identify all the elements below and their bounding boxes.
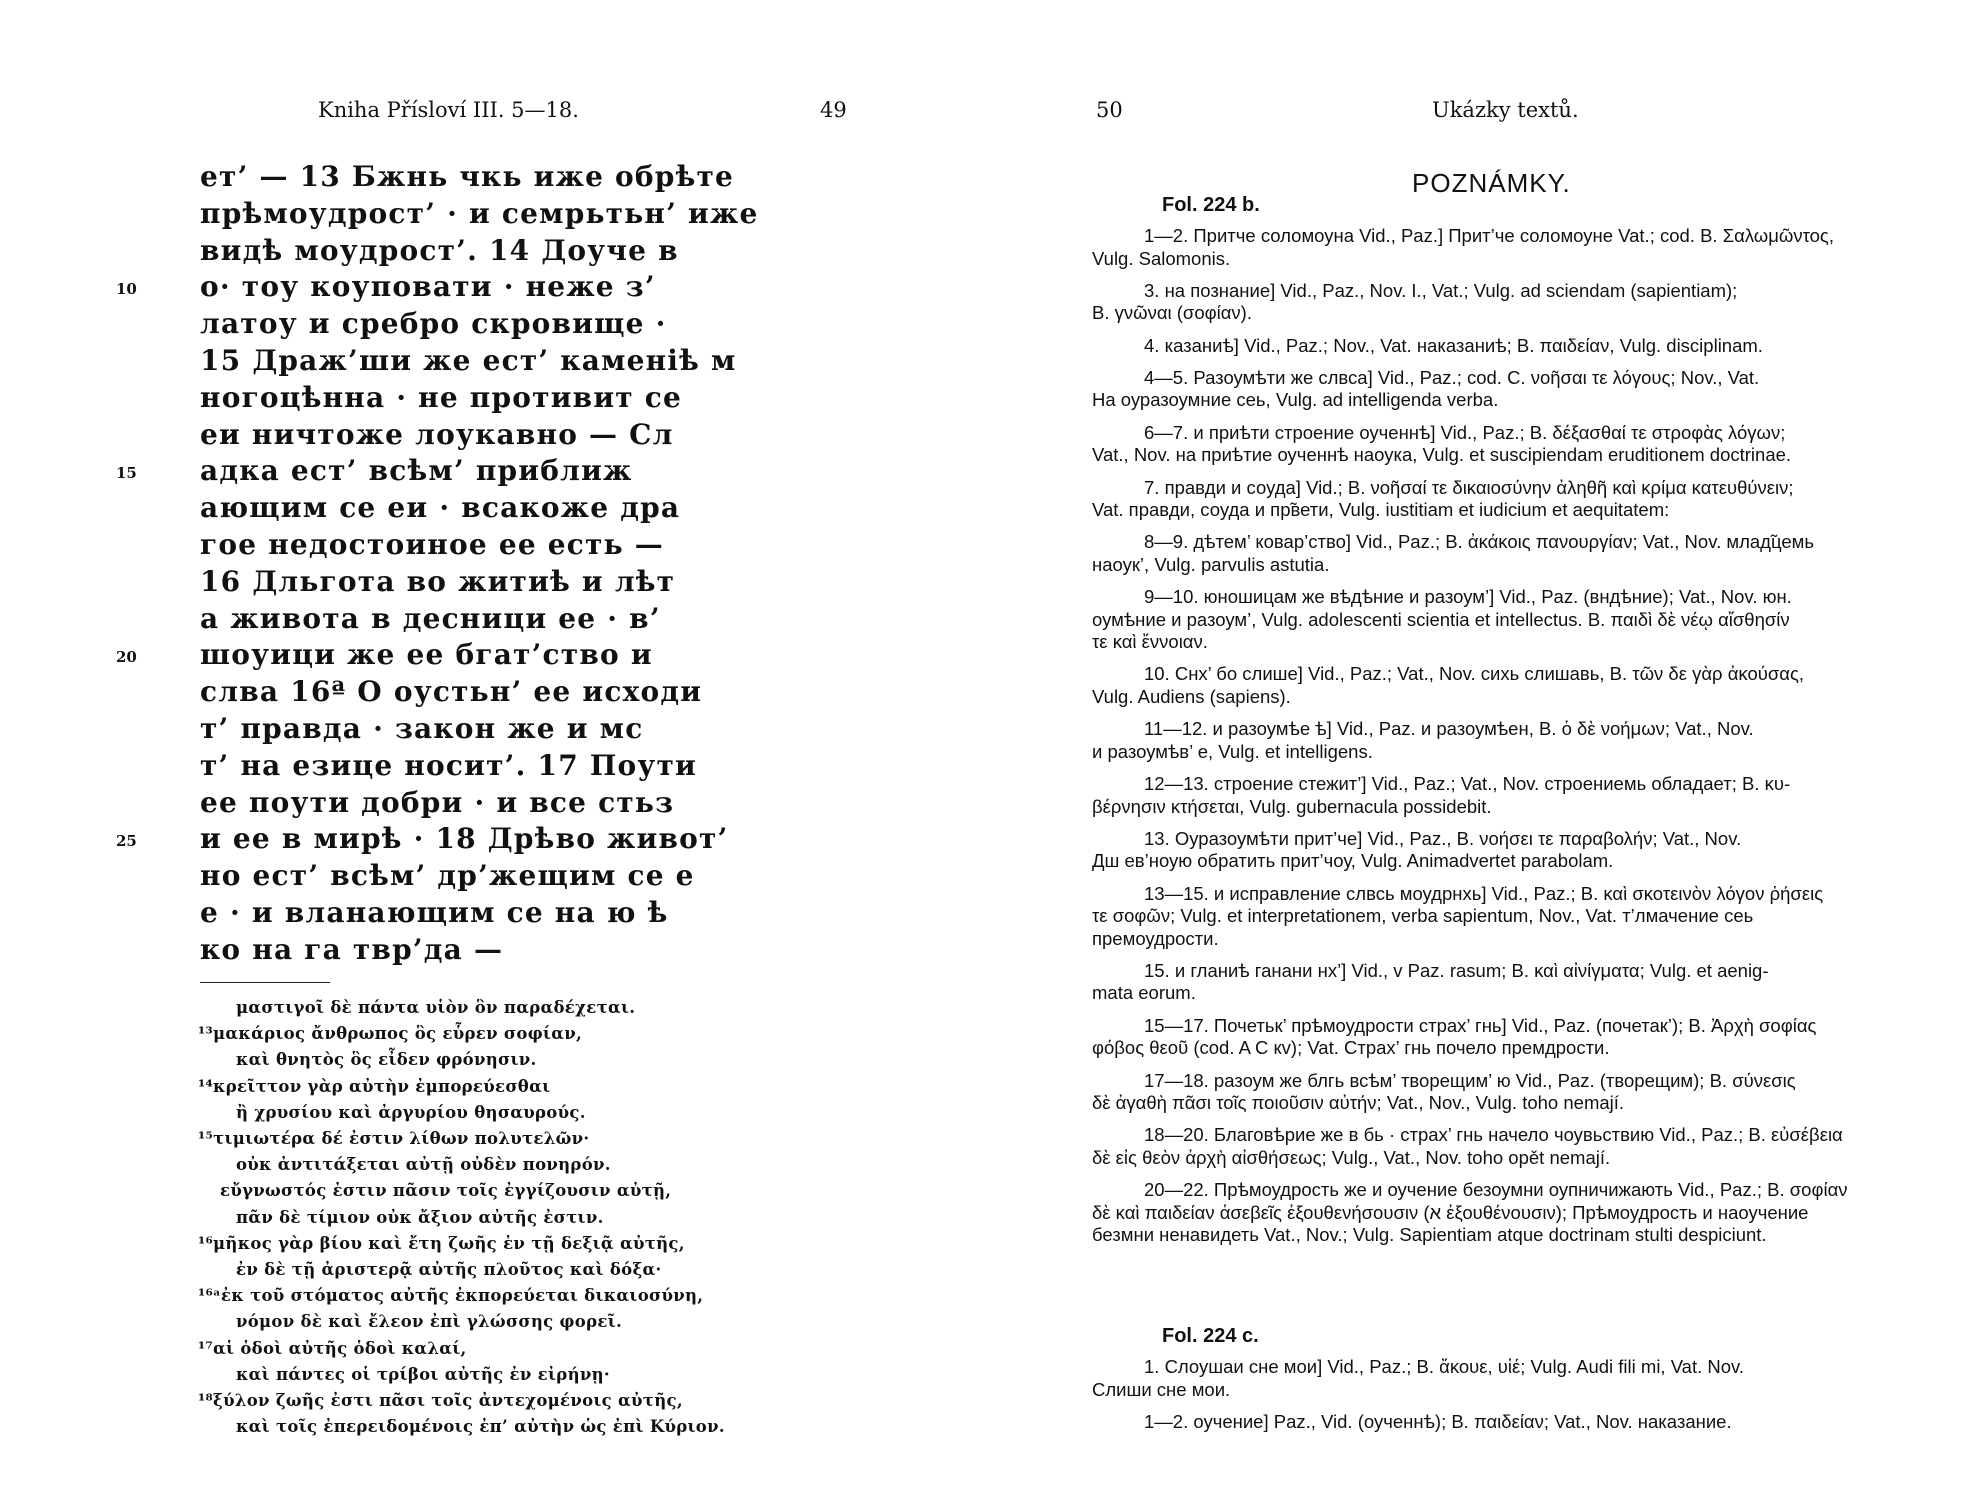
footnote-line: μαστιγοῖ δὲ πάντα υἱὸν ὃν παραδέχεται. <box>236 998 636 1017</box>
note-line: 20—22. Прѣмоудрость же и оучение безоумни оупничижають Vid., Paz.; B. σοφίαν <box>1144 1179 1848 1201</box>
text-line: еи ничтоже лоукавно — Сл <box>200 417 674 451</box>
note-line: 11—12. и разоумѣе ѣ] Vid., Paz. и разоумѣен, B. ὁ δὲ νοήμων; Vat., Nov. <box>1144 718 1754 740</box>
note-line: 9—10. юношицам же вѣдѣние и разоум’] Vid., Paz. (вндѣние); Vat., Nov. юн. <box>1144 586 1792 608</box>
note-line: 15—17. Почетьк’ прѣмоудрости страх’ гнь] Vid., Paz. (почетак’); B. Ἀρχὴ σοφίας <box>1144 1014 1817 1036</box>
text-line: гое недостоиное ее есть — <box>200 528 664 561</box>
note-line: βέρνησιν κτήσεται, Vulg. gubernacula possidebit. <box>1092 795 1492 817</box>
notes-title: POZNÁMKY. <box>1412 168 1571 198</box>
left-page-number: 49 <box>820 98 847 122</box>
note-line: 12—13. строение стежит’] Vid., Paz.; Vat., Nov. строениемь обладает; B. κυ- <box>1144 773 1791 794</box>
note-line: φόβος θεοῦ (cod. A C кv); Vat. Страх’ гнь почело премдрости. <box>1092 1037 1610 1059</box>
right-page-number: 50 <box>1096 98 1123 122</box>
note-line: Дш ев’ноую обратить прит’чоу, Vulg. Animadvertet parabolam. <box>1092 850 1614 872</box>
footnote-line: ἢ χρυσίου καὶ ἀργυρίου θησαυρούς. <box>236 1102 586 1122</box>
note-line: Vat. правди, соуда и пр̃вети, Vulg. iustitiam et iudicium et aequitatem: <box>1092 499 1670 520</box>
note-line: наоук’, Vulg. parvulis astutia. <box>1092 553 1330 575</box>
text-line: 15 Драж’ши же ест’ каменіѣ м <box>200 344 737 377</box>
text-line: е · и вланающим се на ю ѣ <box>200 896 669 929</box>
note-line: B. γνῶναι (σοφίαν). <box>1092 302 1252 324</box>
note-line: 6—7. и приѣти строение оученнѣ] Vid., Paz.; B. δέξασθαί τε στροφὰς λόγων; <box>1144 421 1786 443</box>
note-line: δὲ καὶ παιδείαν ἀσεβεῖς ἐξουθενήσουσιν (א ἐξουθένουσιν); Прѣмоудрость и наоучение <box>1092 1201 1809 1223</box>
note-line: оумѣние и разоум’, Vulg. adolescenti scientia et intellectus. B. παιδὶ δὲ νέῳ αἴσθησίν <box>1092 608 1790 630</box>
footnote-line: εὔγνωστός ἐστιν πᾶσιν τοῖς ἐγγίζουσιν αὐτῇ, <box>220 1181 672 1201</box>
line-number: 10 <box>116 280 137 299</box>
note-line: 4. казаниѣ] Vid., Paz.; Nov., Vat. наказаниѣ; B. παιδείαν, Vulg. disciplinam. <box>1144 334 1763 356</box>
text-line: адка ест’ всѣм’ приближ <box>200 454 633 488</box>
note-line: 7. правди и соуда] Vid.; B. νοῆσαί τε δικαιοσύνην ἀληθῆ καὶ κρίμα κατευθύνειν; <box>1144 476 1794 498</box>
footnote-line: καὶ πάντες οἱ τρίβοι αὐτῆς ἐν εἰρήνῃ· <box>236 1364 610 1384</box>
footnote-line: ¹⁶ᵃἐκ τοῦ στόματος αὐτῆς ἐκπορεύεται δικαιοσύνη, <box>198 1286 704 1306</box>
text-line: ее поути добри · и все стьз <box>200 785 675 819</box>
text-line: ет’ — 13 Бжнь чкь иже обрѣте <box>200 160 735 193</box>
footnote-line: πᾶν δὲ τίμιον οὐκ ἄξιον αὐτῆς ἐστιν. <box>236 1207 604 1227</box>
note-line: Vulg. Salomonis. <box>1092 247 1231 269</box>
note-line: δὲ εἰς θεὸν ἀρχὴ αἰσθήσεως; Vulg., Vat., Nov. toho opět nemají. <box>1092 1146 1611 1168</box>
note-line: 13. Оуразоумѣти прит’че] Vid., Paz., B. νοήσει τε παραβολήν; Vat., Nov. <box>1144 827 1742 849</box>
note-line: Vat., Nov. на приѣтие оученнѣ наоука, Vulg. et suscipiendam eruditionem doctrinae. <box>1092 444 1792 466</box>
footnote-line: οὐκ ἀντιτάξεται αὐτῇ οὐδὲν πονηρόν. <box>236 1155 611 1175</box>
line-number: 15 <box>116 464 137 483</box>
left-running-head: Kniha Přísloví III. 5—18. <box>318 98 579 122</box>
note-line: 8—9. дѣтем’ ковар’ство] Vid., Paz.; B. ἀκάκοις πανουργίαν; Vat., Nov. млад̃цемь <box>1144 531 1814 553</box>
note-line: Слиши сне мои. <box>1092 1378 1231 1400</box>
left-page <box>0 0 990 1500</box>
text-line: ногоцѣнна · не противит се <box>200 380 683 414</box>
text-line: ко на га твр’да — <box>200 932 504 966</box>
text-line: 16 Дльгота во житиѣ и лѣт <box>200 564 676 598</box>
text-line: ающим се еи · всакоже дра <box>200 491 681 525</box>
note-line: τε σοφῶν; Vulg. et interpretationem, verba sapientum, Nov., Vat. т’лмачение сеь <box>1092 905 1754 927</box>
note-line: 10. Снх’ бо слише] Vid., Paz.; Vat., Nov. сихь слишавь, B. τῶν δε γὰρ ἀκούσας, <box>1144 663 1805 685</box>
text-line: прѣмоудрост’ · и семрьтьн’ иже <box>200 196 759 230</box>
note-line: 4—5. Разоумѣти же слвса] Vid., Paz.; cod. C. νοῆσαι τε λόγους; Nov., Vat. <box>1144 366 1760 388</box>
folio-heading-224b: Fol. 224 b. <box>1162 194 1260 216</box>
note-line: Vulg. Audiens (sapiens). <box>1092 685 1291 707</box>
note-line: 1. Слоушаи сне мои] Vid., Paz.; B. ἄκουε, υἱέ; Vulg. Audi fili mi, Vat. Nov. <box>1144 1356 1745 1377</box>
footnote-line: ¹⁷αἱ ὁδοὶ αὐτῆς ὁδοὶ καλαί, <box>198 1338 467 1358</box>
line-number: 25 <box>116 832 137 851</box>
footnote-divider <box>200 982 330 983</box>
note-line: 3. на познание] Vid., Paz., Nov. I., Vat.; Vulg. ad sciendam (sapientiam); <box>1144 279 1738 301</box>
note-line: 1—2. Притче соломоуна Vid., Paz.] Прит’че соломоуне Vat.; cod. B. Σαλωμῶντος, <box>1144 225 1834 246</box>
note-line: премоудрости. <box>1092 927 1219 949</box>
note-line: mata eorum. <box>1092 982 1196 1004</box>
text-line: слва 16ª О оустьн’ ее исходи <box>200 675 703 709</box>
text-line: видѣ моудрост’. 14 Доуче в <box>200 233 679 267</box>
note-line: δὲ ἀγαθὴ πᾶσι τοῖς ποιοῦσιν αὐτήν; Vat., Nov., Vulg. toho nemají. <box>1092 1092 1625 1113</box>
note-line: 13—15. и исправление слвсь моудрнхь] Vid., Paz.; B. καὶ σκοτεινὸν λόγον ῥήσεις <box>1144 882 1824 904</box>
text-line: т’ на езице носит’. 17 Поути <box>200 748 697 782</box>
footnote-line: ¹³μακάριος ἄνθρωπος ὃς εὗρεν σοφίαν, <box>198 1024 582 1044</box>
footnote-line: ἐν δὲ τῇ ἀριστερᾷ αὐτῆς πλοῦτος καὶ δόξα· <box>236 1260 662 1279</box>
note-line: 18—20. Благовѣрие же в бь · страх’ гнь начело чоувьствию Vid., Paz.; B. εὐσέβεια <box>1144 1124 1843 1146</box>
text-line: и ее в мирѣ · 18 Дрѣво живот’ <box>200 822 729 856</box>
line-number: 20 <box>116 648 137 667</box>
text-line: о· тоу коуповати · неже з’ <box>200 270 656 304</box>
text-line: т’ правда · закон же и мс <box>200 712 644 745</box>
text-line: латоу и сребро скровище · <box>200 307 667 341</box>
footnote-line: καὶ θνητὸς ὃς εἶδεν φρόνησιν. <box>236 1050 537 1070</box>
note-line: 17—18. разоум же блгь всѣм’ творещим’ ю Vid., Paz. (творещим); B. σύνεσις <box>1144 1069 1796 1091</box>
note-line: На оуразоумние сеь, Vulg. ad intelligenda verba. <box>1092 389 1499 411</box>
footnote-line: ¹⁵τιμιωτέρα δέ ἐστιν λίθων πολυτελῶν· <box>198 1129 590 1148</box>
footnote-line: καὶ τοῖς ἐπερειδομένοις ἐπ’ αὐτὴν ὡς ἐπὶ Κύριον. <box>236 1417 725 1437</box>
text-line: а живота в десници ее · в’ <box>200 601 661 635</box>
text-line: шоуици же ее бгат’ство и <box>200 638 653 672</box>
note-line: τε καὶ ἔννοιαν. <box>1092 631 1208 653</box>
text-line: но ест’ всѣм’ др’жещим се е <box>200 859 695 893</box>
right-page <box>990 0 1982 1500</box>
note-line: и разоумѣв’ е, Vulg. et intelligens. <box>1092 740 1373 762</box>
right-running-head: Ukázky textů. <box>1432 98 1579 122</box>
footnote-line: ¹⁸ξύλον ζωῆς ἐστι πᾶσι τοῖς ἀντεχομένοις αὐτῆς, <box>198 1391 683 1410</box>
note-line: безмни ненавидеть Vat., Nov.; Vulg. Sapientiam atque doctrinam stulti despiciunt. <box>1092 1224 1767 1246</box>
footnote-line: ¹⁴κρεῖττον γὰρ αὐτὴν ἐμπορεύεσθαι <box>198 1076 551 1096</box>
folio-heading-224c: Fol. 224 c. <box>1162 1325 1259 1347</box>
footnote-line: νόμον δὲ καὶ ἔλεον ἐπὶ γλώσσης φορεῖ. <box>236 1312 623 1332</box>
note-line: 15. и гланиѣ ганани нх’] Vid., v Paz. rasum; B. καὶ αἰνίγματα; Vulg. et aenig- <box>1144 959 1769 981</box>
note-line: 1—2. оучение] Paz., Vid. (оученнѣ); B. παιδείαν; Vat., Nov. наказание. <box>1144 1411 1732 1432</box>
footnote-line: ¹⁶μῆκος γὰρ βίου καὶ ἔτη ζωῆς ἐν τῇ δεξιᾷ αὐτῆς, <box>198 1233 685 1253</box>
